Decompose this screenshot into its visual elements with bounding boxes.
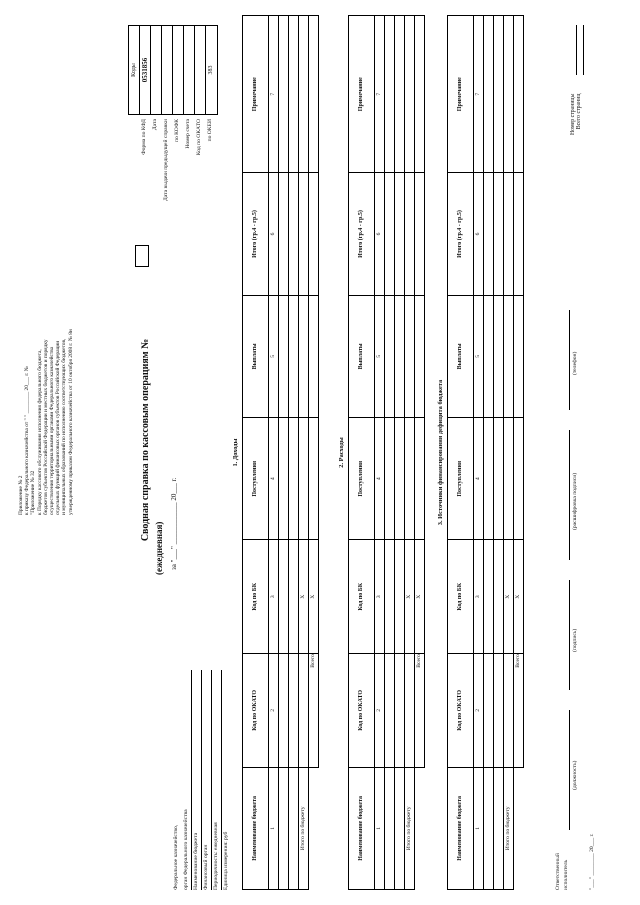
signature-line[interactable] [569, 710, 570, 830]
codes-header: Коды [129, 26, 140, 114]
document-subtitle: (ежедневная) [154, 521, 164, 575]
appendix-line: "Приложение № 32 [30, 470, 37, 515]
col-num: 6 [269, 173, 279, 295]
phone-caption: (телефон) [572, 351, 578, 375]
decryption-caption: (расшифровка подписи) [572, 472, 578, 530]
col-num: 6 [474, 173, 484, 295]
code-label: Код по ОКАТО [196, 119, 202, 156]
appendix-line: утвержденному приказом Федерального казначейства от 10 октября 2008 г. № 8н [67, 329, 74, 515]
table-row [289, 16, 299, 890]
left-label: Периодичность: ежедневная [212, 670, 222, 890]
x-mark: X [405, 540, 415, 654]
col-num: 7 [474, 16, 484, 173]
code-label: Дата выдачи предыдущей справки [163, 119, 169, 201]
col-header: Итого (гр.4 - гр.5) [243, 173, 269, 295]
col-num: 6 [375, 173, 385, 295]
code-label: по КОФК [174, 119, 180, 143]
page-number-label: Номер страницы [570, 93, 576, 135]
col-num: 7 [269, 16, 279, 173]
total-label: Всего [309, 654, 319, 768]
page-total-field[interactable] [583, 25, 584, 75]
okei-code: 383 [208, 65, 214, 75]
col-num: 5 [269, 295, 279, 417]
table-row [484, 16, 494, 890]
col-header: Код по БК [243, 540, 269, 654]
table-row [405, 16, 415, 890]
col-num: 2 [269, 654, 279, 768]
form-code: 0531856 [140, 26, 151, 114]
document-title: Сводная справка по кассовым операциям № [140, 338, 151, 542]
appendix-line: отдельных функций финансовых органов субъектов Российской Федерации [55, 340, 62, 515]
col-header: Выплаты [349, 295, 375, 417]
table-row [299, 16, 309, 890]
x-mark: X [415, 540, 425, 654]
subtotal-label: Итого по бюджету [299, 767, 309, 889]
appendix-header [18, 265, 74, 515]
page-total-label: Всего страниц [576, 93, 582, 130]
left-label: орган Федерального казначейства [182, 670, 192, 890]
kofk-cell[interactable] [173, 26, 184, 114]
col-header: Итого (гр.4 - гр.5) [349, 173, 375, 295]
table-row [279, 16, 289, 890]
col-num: 3 [375, 540, 385, 654]
col-header: Наименование бюджета [349, 767, 375, 889]
prev-date-cell[interactable] [162, 26, 173, 114]
signature-line[interactable] [569, 580, 570, 690]
table-row [504, 16, 514, 890]
col-num: 5 [375, 295, 385, 417]
table-row [385, 16, 395, 890]
subtotal-label: Итого по бюджету [504, 767, 514, 889]
appendix-line: осуществления территориальными органами Федерального казначейства [49, 346, 56, 515]
code-label: по ОКЕИ [207, 119, 213, 142]
col-num: 3 [474, 540, 484, 654]
appendix-line: бюджетов субъектов Российской Федерации и местных бюджетов и порядку [42, 339, 49, 515]
col-num: 3 [269, 540, 279, 654]
date-cell[interactable] [151, 26, 162, 114]
col-header: Наименование бюджета [243, 767, 269, 889]
col-header: Поступления [349, 418, 375, 540]
col-num: 2 [375, 654, 385, 768]
signature-line[interactable] [569, 430, 570, 560]
code-label: Дата [152, 119, 158, 131]
x-mark: X [514, 540, 524, 654]
section-title: 3. Источники финансирования дефицита бюджета [437, 379, 444, 526]
col-num: 2 [474, 654, 484, 768]
col-num: 1 [375, 767, 385, 889]
table-row [415, 16, 425, 890]
table-row [309, 16, 319, 890]
col-header: Код по ОКАТО [448, 654, 474, 768]
responsible-label: Ответственный [555, 853, 561, 890]
position-caption: (должность) [572, 760, 578, 790]
account-cell[interactable] [184, 26, 195, 114]
section-title: 1. Доходы [232, 438, 239, 467]
left-label: Наименование бюджета [192, 670, 202, 890]
okato-cell[interactable] [195, 26, 206, 114]
table-row [494, 16, 504, 890]
page-number-field[interactable] [576, 25, 577, 75]
appendix-line: и муниципальных образований по исполнению соответствующих бюджетов, [61, 338, 68, 515]
col-num: 7 [375, 16, 385, 173]
col-num: 4 [474, 418, 484, 540]
footer-date: "___" ________ 20___ г. [589, 833, 595, 890]
executor-label: исполнитель [563, 859, 569, 890]
left-labels [172, 670, 232, 890]
table-row [395, 16, 405, 890]
x-mark: X [309, 540, 319, 654]
col-header: Поступления [243, 418, 269, 540]
appendix-line: Приложение № 2 [18, 475, 24, 515]
table-row [514, 16, 524, 890]
col-num: 4 [375, 418, 385, 540]
col-header: Итого (гр.4 - гр.5) [448, 173, 474, 295]
x-mark: X [504, 540, 514, 654]
appendix-line: к Порядку кассового обслуживания исполнения федерального бюджета, [36, 349, 43, 515]
col-header: Примечание [349, 16, 375, 173]
col-num: 1 [269, 767, 279, 889]
total-label: Всего [514, 654, 524, 768]
col-header: Примечание [448, 16, 474, 173]
col-header: Код по ОКАТО [243, 654, 269, 768]
expense-table [348, 15, 425, 890]
subtotal-label: Итого по бюджету [405, 767, 415, 889]
code-label: Форма по КФД [141, 119, 147, 155]
appendix-line: к приказу Федерального казначейства от " " ________ 20___ г. № [24, 366, 31, 515]
col-header: Код по БК [349, 540, 375, 654]
code-label: Номер счета [185, 119, 191, 149]
income-table [242, 15, 319, 890]
col-num: 1 [474, 767, 484, 889]
total-label: Всего [415, 654, 425, 768]
col-header: Код по БК [448, 540, 474, 654]
deficit-financing-table [447, 15, 524, 890]
col-header: Наименование бюджета [448, 767, 474, 889]
left-label: Единица измерения: руб [223, 831, 229, 890]
signature-line[interactable] [569, 310, 570, 410]
col-header: Примечание [243, 16, 269, 173]
col-num: 5 [474, 295, 484, 417]
left-label: Федеральное казначейство, [173, 824, 179, 890]
col-header: Выплаты [243, 295, 269, 417]
col-header: Код по ОКАТО [349, 654, 375, 768]
col-header: Поступления [448, 418, 474, 540]
left-label: Финансовый орган [202, 670, 212, 890]
codes-box [128, 25, 218, 115]
section-title: 2. Расходы [338, 437, 345, 468]
col-num: 4 [269, 418, 279, 540]
report-date-line: за "___" ____________ 20___ г. [170, 477, 178, 570]
col-header: Выплаты [448, 295, 474, 417]
x-mark: X [299, 540, 309, 654]
signature-caption: (подпись) [572, 628, 578, 652]
page-counter [570, 94, 582, 135]
code-labels [128, 119, 216, 265]
